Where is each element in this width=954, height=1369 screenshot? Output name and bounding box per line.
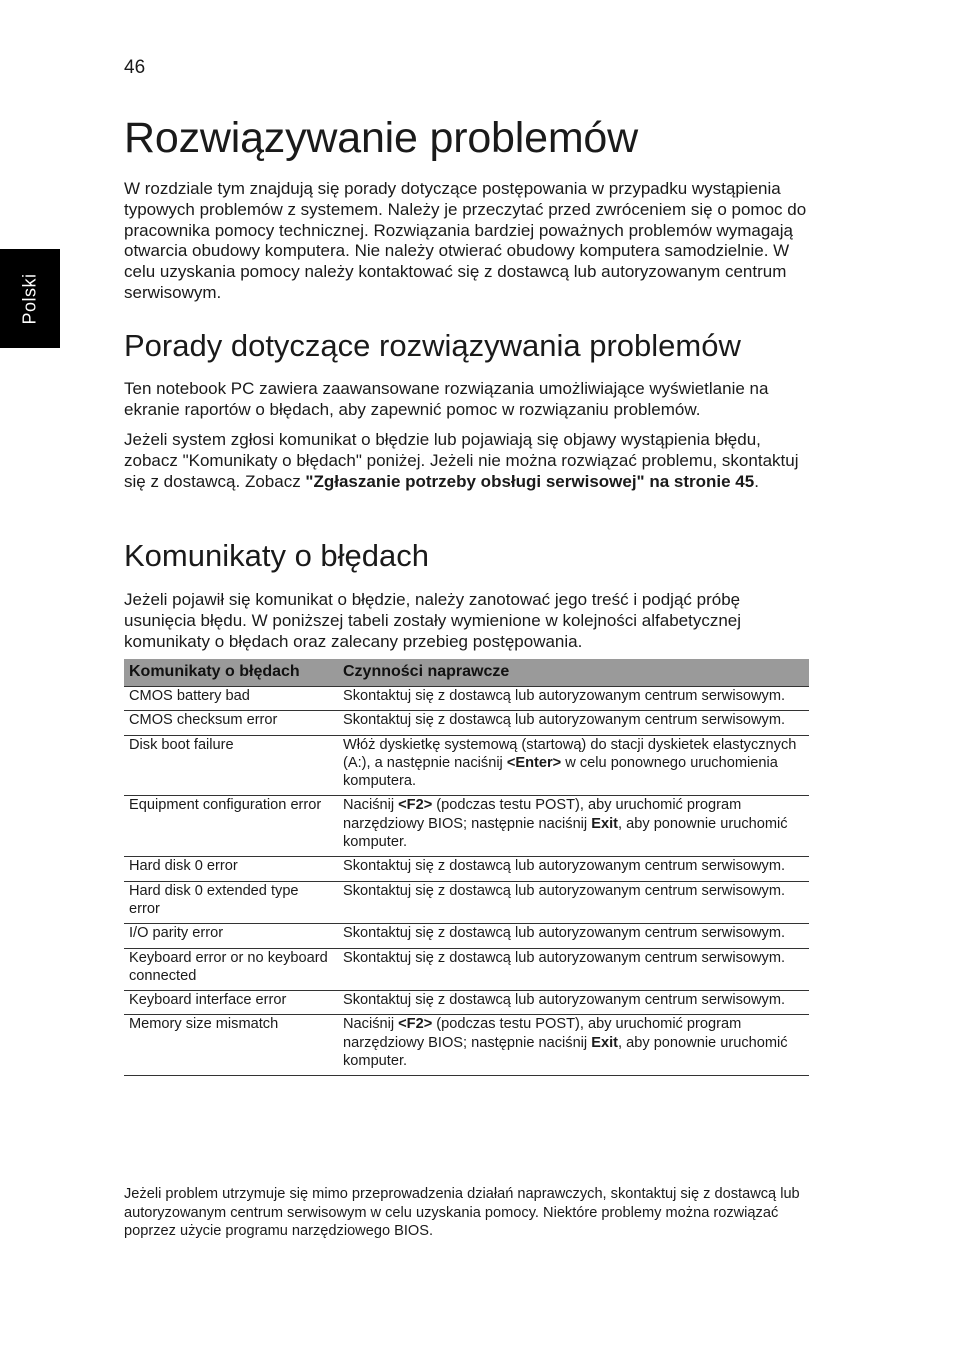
corrective-action-cell (338, 991, 809, 1015)
corrective-action-cell (338, 796, 809, 857)
action-text: Skontaktuj się z dostawcą lub autoryzowanym centrum serwisowym. (343, 925, 786, 942)
table-header-row (124, 659, 809, 687)
error-message-cell: Memory size mismatch (124, 1015, 338, 1076)
table-row (124, 924, 809, 948)
action-text: Skontaktuj się z dostawcą lub autoryzowanym centrum serwisowym. (343, 882, 786, 899)
action-text: , aby ponownie uruchomić komputer. (343, 1034, 788, 1070)
corrective-action-cell (338, 948, 809, 991)
tips-paragraph-1: Ten notebook PC zawiera zaawansowane rozwiązania umożliwiające wyświetlanie na ekranie raportów o błędach, aby zapewnić pomoc w rozwiązaniu problemów. (124, 379, 769, 419)
action-text: Skontaktuj się z dostawcą lub autoryzowanym centrum serwisowym. (343, 992, 786, 1009)
error-message-cell: Hard disk 0 error (124, 857, 338, 881)
key-name: Exit (591, 815, 618, 832)
action-text: Skontaktuj się z dostawcą lub autoryzowanym centrum serwisowym. (343, 858, 786, 875)
column-header-actions: Czynności naprawcze (338, 659, 809, 687)
language-tab (0, 249, 60, 348)
corrective-action-cell (338, 687, 809, 711)
table-row (124, 881, 809, 924)
error-message-cell: Equipment configuration error (124, 796, 338, 857)
tips-paragraph-2 (124, 430, 814, 492)
footer-note: Jeżeli problem utrzymuje się mimo przeprowadzenia działań naprawczych, skontaktuj się z dostawcą lub autoryzowanym centrum serwisowym w celu uzyskania pomocy. Niektóre problemy można rozwiązać poprzez użycie programu narzędziowego BIOS. (124, 1186, 800, 1240)
page-title: Rozwiązywanie problemów (124, 114, 639, 162)
error-message-cell: CMOS battery bad (124, 687, 338, 711)
service-reference: "Zgłaszanie potrzeby obsługi serwisowej" na stronie 45 (305, 471, 755, 491)
table-body (124, 687, 809, 1076)
action-text: (podczas testu POST), aby uruchomić program narzędziowy BIOS; następnie naciśnij (343, 1016, 742, 1051)
tips-paragraph-2-end: . (754, 471, 759, 491)
key-name: <F2> (398, 797, 433, 814)
key-name: <Enter> (506, 754, 562, 771)
action-text: , aby ponownie uruchomić komputer. (343, 815, 788, 851)
table-row (124, 1015, 809, 1076)
table-row (124, 991, 809, 1015)
error-message-cell: Keyboard interface error (124, 991, 338, 1015)
table-row (124, 948, 809, 991)
table-row (124, 711, 809, 735)
tips-heading: Porady dotyczące rozwiązywania problemów (124, 328, 741, 363)
action-text: Włóż dyskietkę systemową (startową) do stacji dyskietek elastycznych (A:), a następnie naciśnij (343, 736, 797, 771)
table-row (124, 735, 809, 796)
action-text: Naciśnij (343, 797, 399, 814)
page-number: 46 (124, 57, 146, 78)
action-text: (podczas testu POST), aby uruchomić program narzędziowy BIOS; następnie naciśnij (343, 797, 742, 832)
corrective-action-cell (338, 881, 809, 924)
error-message-cell: Disk boot failure (124, 735, 338, 796)
column-header-messages: Komunikaty o błędach (124, 659, 338, 687)
action-text: Skontaktuj się z dostawcą lub autoryzowanym centrum serwisowym. (343, 949, 786, 966)
action-text: Skontaktuj się z dostawcą lub autoryzowanym centrum serwisowym. (343, 688, 786, 704)
table-row (124, 796, 809, 857)
key-name: Exit (591, 1034, 618, 1051)
error-message-cell: Hard disk 0 extended type error (124, 881, 338, 924)
corrective-action-cell (338, 711, 809, 735)
corrective-action-cell (338, 735, 809, 796)
messages-intro: Jeżeli pojawił się komunikat o błędzie, należy zanotować jego treść i podjąć próbę usunięcia błędu. W poniższej tabeli zostały wymienione w kolejności alfabetycznej komunikaty o błędach oraz zalecany przebieg postępowania. (124, 590, 742, 651)
error-message-cell: CMOS checksum error (124, 711, 338, 735)
corrective-action-cell (338, 924, 809, 948)
messages-heading: Komunikaty o błędach (124, 538, 430, 573)
action-text: Naciśnij (343, 1016, 399, 1033)
error-messages-table (124, 659, 809, 1076)
intro-paragraph: W rozdziale tym znajdują się porady dotyczące postępowania w przypadku wystąpienia typowych problemów z systemem. Należy je przeczytać przed zwróceniem się o pomoc do pracownika pomocy technicznej. Rozwiązania bardziej poważnych problemów wymagają otwarcia obudowy komputera. Nie należy otwierać obudowy komputera samodzielnie. W celu uzyskania pomocy należy kontaktować się z dostawcą lub autoryzowanym centrum serwisowym. (124, 179, 807, 302)
corrective-action-cell (338, 857, 809, 881)
error-message-cell: Keyboard error or no keyboard connected (124, 948, 338, 991)
error-message-cell: I/O parity error (124, 924, 338, 948)
key-name: <F2> (398, 1016, 433, 1033)
table-row (124, 687, 809, 711)
corrective-action-cell (338, 1015, 809, 1076)
language-tab-label: Polski (19, 273, 40, 325)
table-row (124, 857, 809, 881)
action-text: w celu ponownego uruchomienia komputera. (343, 754, 778, 790)
tips-paragraph-2-text: Jeżeli system zgłosi komunikat o błędzie lub pojawiają się objawy wystąpienia błędu, zobacz "Komunikaty o błędach" poniżej. Jeżeli nie można rozwiązać problemu, skontaktuj się z dostawcą. Zobacz (124, 430, 799, 491)
action-text: Skontaktuj się z dostawcą lub autoryzowanym centrum serwisowym. (343, 712, 786, 729)
